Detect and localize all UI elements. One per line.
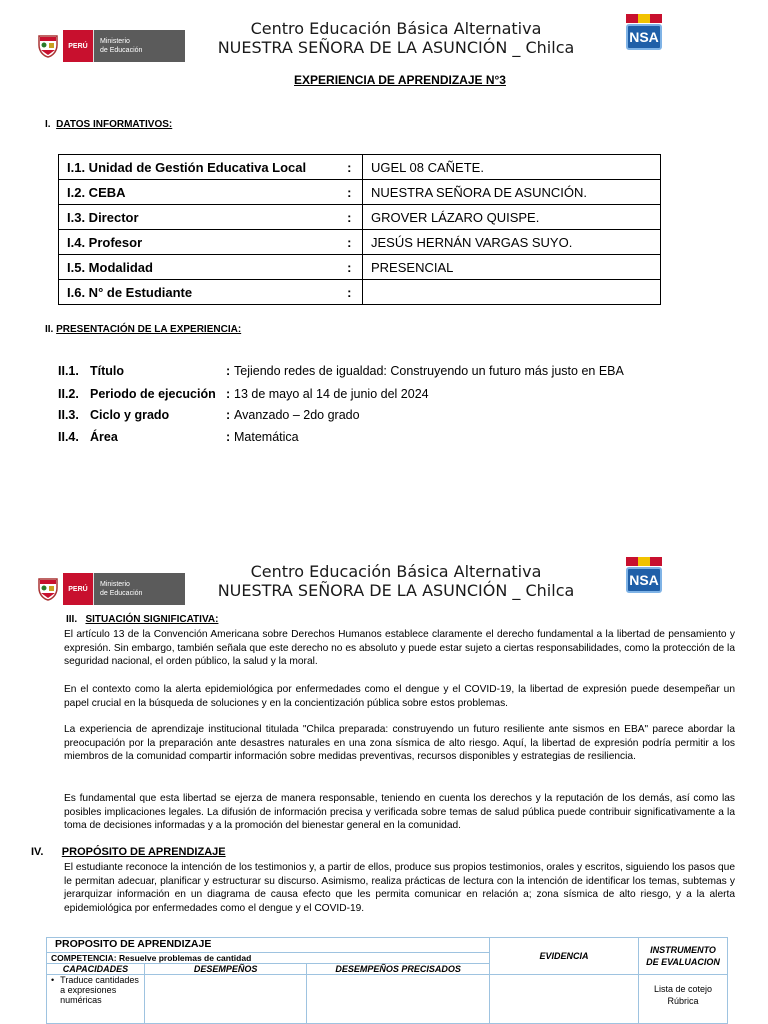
precisado-cell (307, 975, 490, 1024)
paragraph: La experiencia de aprendizaje institucional titulada "Chilca preparada: construyendo un futuro resiliente ante sismos en EBA" parece abordar la preocupación por la preparación ante desastres naturales en una zona sísmica de alto riesgo. Aquí, la libertad de expresión podría permitir a los miembros de la comunidad compartir información sobre medidas preventivas, recursos disponibles y estrategias de resiliencia. (64, 724, 735, 763)
paragraph: El estudiante reconoce la intención de los testimonios y, a partir de ellos, produce sus propios testimonios, orales y escritos, siguiendo los pasos que le permitan adecuar, planificar y estructurar su discurso. Asimismo, realiza prácticas de lectura con la intención de identificar los temas, subtemas y jerarquizar información en un diagrama de causa efecto que les permita comunicar en relación a; zona sísmica de alto riesgo, y a la alerta epidemiológica por enfermedades como el dengue y el COVID-19. (64, 862, 735, 914)
purpose-table (46, 937, 728, 1024)
capacidades-header: CAPACIDADES (47, 964, 145, 975)
section-2-heading: II. PRESENTACIÓN DE LA EXPERIENCIA: (45, 324, 242, 335)
competencia-row: COMPETENCIA: Resuelve problemas de cantidad (47, 953, 490, 964)
info-row: I.2. CEBA : NUESTRA SEÑORA DE ASUNCIÓN. (59, 180, 661, 205)
experience-row: II.1. Título : Tejiendo redes de igualdad: Construyendo un futuro más justo en EBA (58, 364, 624, 378)
peru-label: PERÚ (63, 573, 93, 605)
evidencia-header: EVIDENCIA (490, 938, 639, 975)
paragraph: En el contexto como la alerta epidemiológica por enfermedades como el dengue y el COVID-19, la libertad de expresión puede desempeñar un papel crucial en la búsqueda de soluciones y en la concientización pública sobre estos problemas. (64, 684, 735, 709)
minedu-logo (35, 573, 185, 605)
ministry-label: Ministerio de Educación (93, 573, 185, 605)
section-4-heading: IV. PROPÓSITO DE APRENDIZAJE (31, 846, 226, 858)
capacidad-cell: • Traduce cantidades a expresiones numéricas (47, 975, 145, 1024)
info-row: I.1. Unidad de Gestión Educativa Local : UGEL 08 CAÑETE. (59, 155, 661, 180)
precisados-header: DESEMPEÑOS PRECISADOS (307, 964, 490, 975)
info-row: I.6. N° de Estudiante : (59, 280, 661, 305)
info-row: I.5. Modalidad : PRESENCIAL (59, 255, 661, 280)
instrumento-header: INSTRUMENTO DE EVALUACION (639, 938, 728, 975)
section-1-heading: I. DATOS INFORMATIVOS: (45, 119, 173, 130)
experience-row: II.2. Periodo de ejecución : 13 de mayo al 14 de junio del 2024 (58, 387, 429, 401)
school-header: Centro Educación Básica Alternativa NUESTRA SEÑORA DE LA ASUNCIÓN _ Chilca (217, 19, 575, 57)
peru-shield-icon (35, 576, 61, 602)
ministry-label: Ministerio de Educación (93, 30, 185, 62)
peru-label: PERÚ (63, 30, 93, 62)
paragraph: El artículo 13 de la Convención Americana sobre Derechos Humanos establece claramente el derecho fundamental a la libertad de pensamiento y expresión. Sin embargo, también señala que este derecho no es absoluto y puede estar sujeto a ciertas responsabilidades, como la protección de la seguridad nacional, el orden público, la salud y la moral. (64, 629, 735, 668)
nsa-logo: NSA (626, 14, 662, 52)
experience-row: II.3. Ciclo y grado : Avanzado – 2do grado (58, 408, 360, 422)
instrumento-cell: Lista de cotejo Rúbrica (639, 975, 728, 1024)
info-row: I.4. Profesor : JESÚS HERNÁN VARGAS SUYO. (59, 230, 661, 255)
evidencia-cell (490, 975, 639, 1024)
peru-shield-icon (35, 33, 61, 59)
school-header: Centro Educación Básica Alternativa NUESTRA SEÑORA DE LA ASUNCIÓN _ Chilca (217, 562, 575, 600)
section-3-heading: III. SITUACIÓN SIGNIFICATIVA: (66, 614, 219, 625)
minedu-logo (35, 30, 185, 62)
paragraph: Es fundamental que esta libertad se ejerza de manera responsable, teniendo en cuenta los derechos y la reputación de los demás, así como las posibles implicaciones legales. La difusión de información precisa y verificada sobre temas de salud pública puede contribuir significativamente a la toma de decisiones informadas y a la promoción del bienestar general en la comunidad. (64, 793, 735, 832)
desempeno-cell (144, 975, 306, 1024)
desempenos-header: DESEMPEÑOS (144, 964, 306, 975)
info-row: I.3. Director : GROVER LÁZARO QUISPE. (59, 205, 661, 230)
info-table (58, 154, 661, 305)
experience-row: II.4. Área : Matemática (58, 430, 299, 444)
purpose-table-title: PROPOSITO DE APRENDIZAJE (47, 938, 490, 953)
experience-title: EXPERIENCIA DE APRENDIZAJE N°3 (294, 73, 506, 87)
nsa-logo: NSA (626, 557, 662, 595)
